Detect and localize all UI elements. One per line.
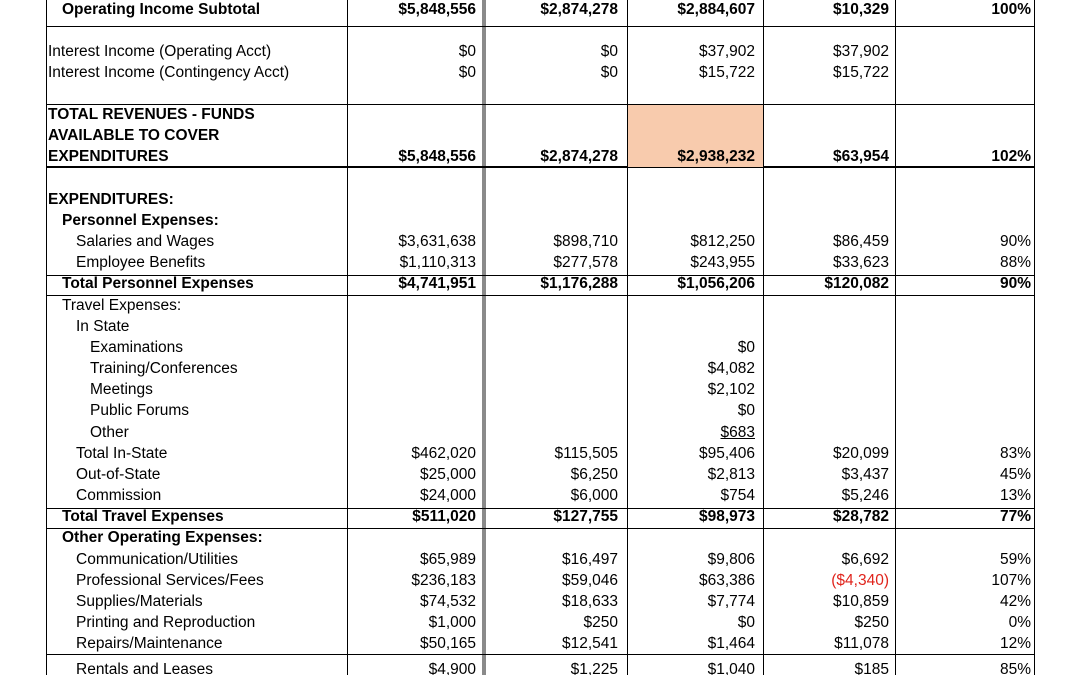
cell-annual-budget: $4,741,951 xyxy=(398,275,476,292)
cell-ytd-actual: $9,806 xyxy=(707,551,755,568)
cell-percent: 42% xyxy=(999,593,1031,610)
cell-ytd-actual: $2,938,232 xyxy=(677,148,755,165)
cell-percent: 77% xyxy=(999,508,1031,525)
cell-annual-budget: $1,000 xyxy=(428,614,476,631)
cell-annual-budget: $74,532 xyxy=(419,593,476,610)
row-label: Examinations xyxy=(90,339,184,356)
row-label: Interest Income (Operating Acct) xyxy=(48,43,272,60)
cell-ytd-budget: $6,000 xyxy=(570,487,618,504)
cell-ytd-budget: $115,505 xyxy=(554,445,618,462)
cell-ytd-actual: $4,082 xyxy=(707,360,755,377)
cell-percent: 90% xyxy=(999,275,1031,292)
column-divider xyxy=(763,0,764,675)
row-label: Total Personnel Expenses xyxy=(62,275,254,292)
row-label: Training/Conferences xyxy=(90,360,238,377)
cell-ytd-budget: $12,541 xyxy=(561,635,618,652)
cell-ytd-actual: $98,973 xyxy=(698,508,755,525)
cell-annual-budget: $4,900 xyxy=(428,661,476,675)
cell-percent: 0% xyxy=(1008,614,1031,631)
cell-percent: 90% xyxy=(999,233,1031,250)
cell-ytd-budget: $898,710 xyxy=(553,233,618,250)
row-label: Printing and Reproduction xyxy=(76,614,256,631)
cell-ytd-budget: $127,755 xyxy=(553,508,618,525)
cell-percent: 102% xyxy=(991,148,1031,165)
cell-ytd-actual: $2,813 xyxy=(707,466,755,483)
cell-ytd-actual: $37,902 xyxy=(698,43,755,60)
column-divider xyxy=(1034,0,1035,675)
cell-variance: $20,099 xyxy=(832,445,889,462)
cell-annual-budget: $50,165 xyxy=(419,635,476,652)
cell-variance: $15,722 xyxy=(832,64,889,81)
row-label: In State xyxy=(76,318,130,335)
row-label: Other xyxy=(90,424,129,441)
row-divider xyxy=(46,26,1035,27)
cell-annual-budget: $0 xyxy=(458,64,476,81)
row-label: Out-of-State xyxy=(76,466,161,483)
cell-variance: $11,078 xyxy=(834,635,889,652)
cell-variance: $10,329 xyxy=(832,1,889,18)
cell-variance: $6,692 xyxy=(841,551,889,568)
cell-percent: 88% xyxy=(999,254,1031,271)
column-divider xyxy=(895,0,896,675)
cell-ytd-actual: $0 xyxy=(737,339,755,356)
row-label: EXPENDITURES: xyxy=(48,191,174,208)
cell-annual-budget: $25,000 xyxy=(419,466,476,483)
cell-ytd-budget: $18,633 xyxy=(561,593,618,610)
row-label: Commission xyxy=(76,487,162,504)
cell-percent: 107% xyxy=(991,572,1031,589)
cell-ytd-budget: $6,250 xyxy=(570,466,618,483)
cell-ytd-actual: $0 xyxy=(737,614,755,631)
cell-annual-budget: $3,631,638 xyxy=(398,233,476,250)
row-label: Interest Income (Contingency Acct) xyxy=(48,64,290,81)
column-divider xyxy=(347,0,348,675)
cell-annual-budget: $511,020 xyxy=(412,508,476,525)
cell-percent: 12% xyxy=(999,635,1031,652)
cell-annual-budget: $24,000 xyxy=(419,487,476,504)
cell-variance: $86,459 xyxy=(832,233,889,250)
cell-variance: $10,859 xyxy=(832,593,889,610)
cell-annual-budget: $5,848,556 xyxy=(398,1,476,18)
cell-ytd-actual: $243,955 xyxy=(690,254,755,271)
cell-variance: $185 xyxy=(854,661,889,675)
cell-variance: $37,902 xyxy=(832,43,889,60)
cell-ytd-actual: $0 xyxy=(737,402,755,419)
row-label: Meetings xyxy=(90,381,153,398)
cell-variance: $63,954 xyxy=(832,148,889,165)
row-label: Total In-State xyxy=(76,445,168,462)
cell-variance: $120,082 xyxy=(824,275,889,292)
cell-annual-budget: $65,989 xyxy=(419,551,476,568)
cell-variance: $28,782 xyxy=(832,508,889,525)
cell-ytd-budget: $2,874,278 xyxy=(540,148,618,165)
cell-percent: 100% xyxy=(991,1,1031,18)
row-label: TOTAL REVENUES - FUNDS xyxy=(48,106,255,123)
row-divider xyxy=(46,295,1035,296)
cell-variance: $250 xyxy=(854,614,889,631)
cell-ytd-budget: $1,176,288 xyxy=(540,275,618,292)
cell-ytd-actual: $95,406 xyxy=(698,445,755,462)
cell-annual-budget: $236,183 xyxy=(411,572,476,589)
row-label: Other Operating Expenses: xyxy=(62,529,263,546)
row-divider xyxy=(46,654,1035,655)
cell-ytd-budget: $277,578 xyxy=(553,254,618,271)
row-label: Communication/Utilities xyxy=(76,551,238,568)
cell-annual-budget: $1,110,313 xyxy=(399,254,476,271)
row-label: Personnel Expenses: xyxy=(62,212,219,229)
column-divider xyxy=(46,0,47,675)
frozen-pane-divider xyxy=(482,0,486,675)
cell-ytd-actual: $1,056,206 xyxy=(677,275,755,292)
cell-ytd-actual: $1,040 xyxy=(707,661,755,675)
row-label: Repairs/Maintenance xyxy=(76,635,223,652)
cell-percent: 59% xyxy=(999,551,1031,568)
column-divider xyxy=(627,0,628,675)
cell-variance: $3,437 xyxy=(841,466,889,483)
row-label: Public Forums xyxy=(90,402,190,419)
cell-percent: 13% xyxy=(999,487,1031,504)
cell-ytd-budget: $16,497 xyxy=(561,551,618,568)
cell-ytd-actual: $2,102 xyxy=(707,381,755,398)
row-label: Travel Expenses: xyxy=(62,297,182,314)
cell-ytd-actual: $15,722 xyxy=(698,64,755,81)
cell-annual-budget: $5,848,556 xyxy=(398,148,476,165)
cell-ytd-budget: $2,874,278 xyxy=(540,1,618,18)
cell-ytd-actual: $2,884,607 xyxy=(677,1,755,18)
row-label: Rentals and Leases xyxy=(76,661,214,675)
cell-variance: $5,246 xyxy=(841,487,889,504)
row-label: Total Travel Expenses xyxy=(62,508,224,525)
cell-ytd-budget: $0 xyxy=(600,64,618,81)
cell-percent: 45% xyxy=(999,466,1031,483)
cell-variance: $33,623 xyxy=(832,254,889,271)
cell-variance: ($4,340) xyxy=(831,572,889,589)
cell-annual-budget: $462,020 xyxy=(411,445,476,462)
row-label: Operating Income Subtotal xyxy=(62,1,261,18)
cell-ytd-budget: $1,225 xyxy=(570,661,618,675)
cell-ytd-actual: $812,250 xyxy=(690,233,755,250)
row-label: AVAILABLE TO COVER xyxy=(48,127,220,144)
cell-ytd-budget: $59,046 xyxy=(561,572,618,589)
row-label: Supplies/Materials xyxy=(76,593,203,610)
cell-percent: 83% xyxy=(999,445,1031,462)
cell-ytd-actual: $754 xyxy=(720,487,755,504)
cell-ytd-actual: $1,464 xyxy=(707,635,755,652)
cell-percent: 85% xyxy=(999,661,1031,675)
row-label: Employee Benefits xyxy=(76,254,206,271)
row-label: Salaries and Wages xyxy=(76,233,215,250)
row-label: Professional Services/Fees xyxy=(76,572,264,589)
cell-ytd-budget: $0 xyxy=(600,43,618,60)
cell-ytd-budget: $250 xyxy=(583,614,618,631)
cell-ytd-actual: $7,774 xyxy=(707,593,755,610)
cell-ytd-actual: $683 xyxy=(720,424,755,441)
cell-ytd-actual: $63,386 xyxy=(698,572,755,589)
row-label: EXPENDITURES xyxy=(48,148,169,165)
cell-annual-budget: $0 xyxy=(458,43,476,60)
